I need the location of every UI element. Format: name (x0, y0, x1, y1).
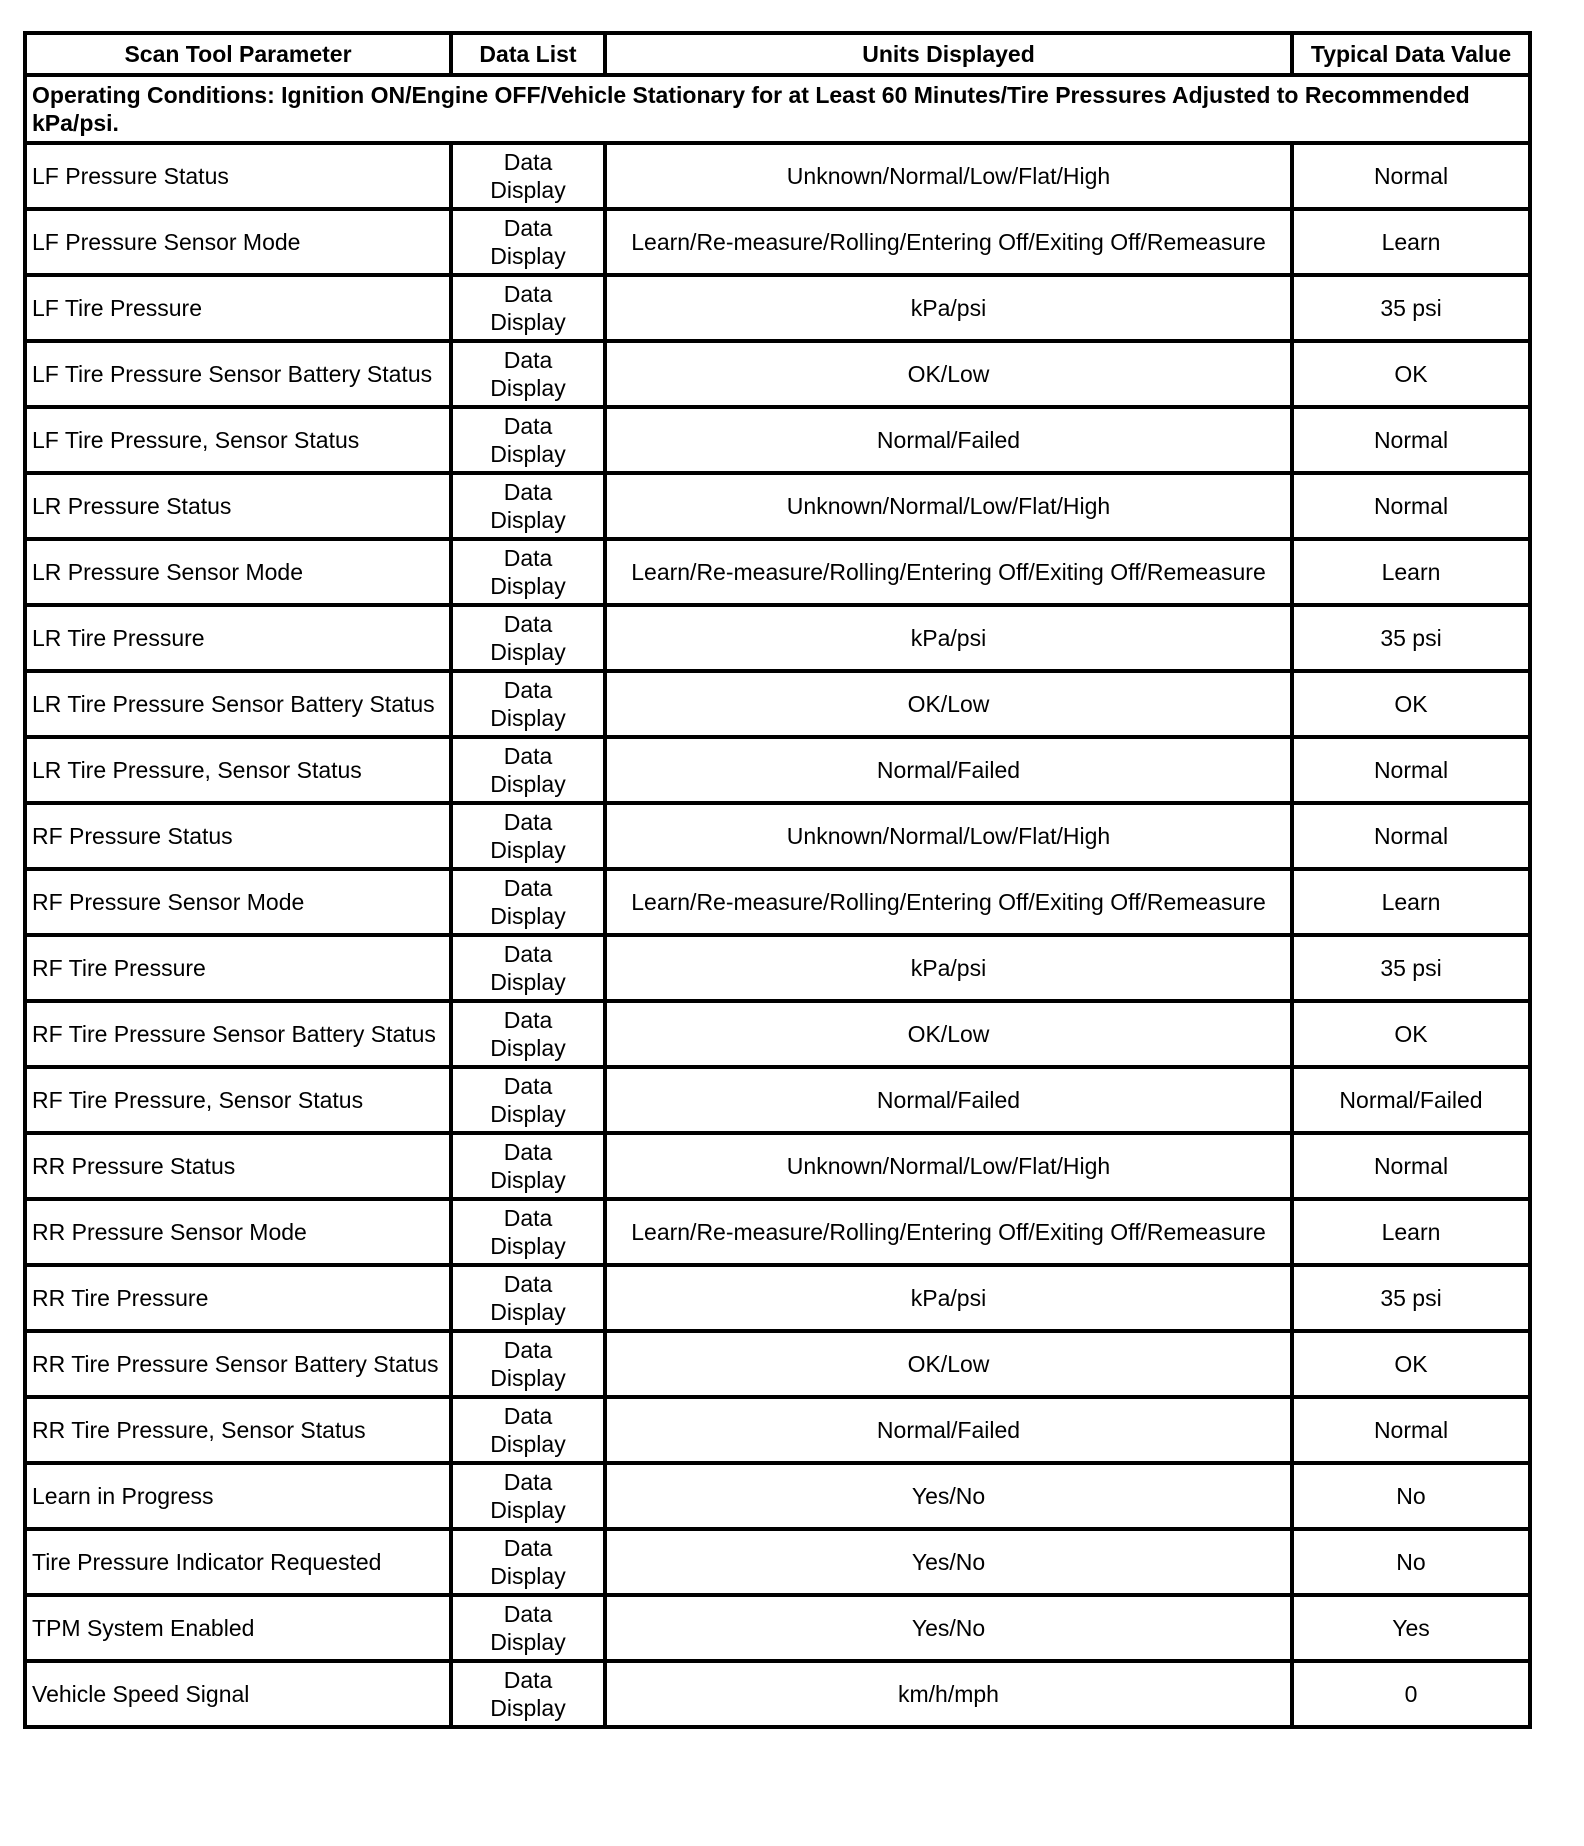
data-list-line1: Data (503, 479, 553, 505)
typical-data-value-cell: Normal (1292, 407, 1530, 473)
data-list-line2: Display (490, 1233, 566, 1259)
typical-data-value-cell: Normal (1292, 1397, 1530, 1463)
data-list-line1: Data (503, 1337, 553, 1363)
scan-tool-parameter-cell: RR Tire Pressure, Sensor Status (25, 1397, 451, 1463)
scan-tool-data-table (23, 31, 1532, 1729)
typical-data-value-cell: Normal (1292, 803, 1530, 869)
data-list-line2: Display (490, 573, 566, 599)
data-list-cell (451, 1661, 605, 1727)
header-row (25, 33, 1530, 75)
table-row (25, 671, 1530, 737)
scan-tool-parameter-cell: Tire Pressure Indicator Requested (25, 1529, 451, 1595)
data-list-line2: Display (490, 375, 566, 401)
header-data-list: Data List (451, 33, 605, 75)
typical-data-value-cell: Normal (1292, 143, 1530, 209)
scan-tool-parameter-cell: LR Tire Pressure, Sensor Status (25, 737, 451, 803)
data-list-line2: Display (490, 969, 566, 995)
data-list-cell (451, 869, 605, 935)
units-displayed-cell: OK/Low (605, 1001, 1292, 1067)
units-displayed-cell: Unknown/Normal/Low/Flat/High (605, 1133, 1292, 1199)
table-row (25, 275, 1530, 341)
data-list-cell (451, 1529, 605, 1595)
data-list-cell (451, 737, 605, 803)
scan-tool-parameter-cell: LF Pressure Status (25, 143, 451, 209)
typical-data-value-cell: No (1292, 1529, 1530, 1595)
units-displayed-cell: Normal/Failed (605, 737, 1292, 803)
units-displayed-cell: Yes/No (605, 1529, 1292, 1595)
units-displayed-cell: OK/Low (605, 1331, 1292, 1397)
typical-data-value-cell: 0 (1292, 1661, 1530, 1727)
data-list-line1: Data (503, 1601, 553, 1627)
data-list-line2: Display (490, 1365, 566, 1391)
data-list-cell (451, 1595, 605, 1661)
operating-conditions: Operating Conditions: Ignition ON/Engine OFF/Vehicle Stationary for at Least 60 Minutes/Tire Pressures Adjusted to Recommended kPa/psi. (25, 75, 1530, 143)
scan-tool-parameter-cell: RR Tire Pressure Sensor Battery Status (25, 1331, 451, 1397)
data-list-line1: Data (503, 215, 553, 241)
table-row (25, 1463, 1530, 1529)
typical-data-value-cell: No (1292, 1463, 1530, 1529)
table-row (25, 1265, 1530, 1331)
table-row (25, 605, 1530, 671)
data-list-line1: Data (503, 1271, 553, 1297)
typical-data-value-cell: 35 psi (1292, 1265, 1530, 1331)
data-list-line1: Data (503, 1535, 553, 1561)
data-list-line1: Data (503, 545, 553, 571)
operating-conditions-row (25, 75, 1530, 143)
table-row (25, 1067, 1530, 1133)
scan-tool-parameter-cell: LF Pressure Sensor Mode (25, 209, 451, 275)
data-list-line2: Display (490, 309, 566, 335)
data-list-line1: Data (503, 413, 553, 439)
data-list-line1: Data (503, 1667, 553, 1693)
data-list-cell (451, 1199, 605, 1265)
units-displayed-cell: Unknown/Normal/Low/Flat/High (605, 473, 1292, 539)
typical-data-value-cell: 35 psi (1292, 935, 1530, 1001)
units-displayed-cell: OK/Low (605, 671, 1292, 737)
data-list-line2: Display (490, 1695, 566, 1721)
typical-data-value-cell: OK (1292, 1001, 1530, 1067)
data-list-line2: Display (490, 771, 566, 797)
units-displayed-cell: Yes/No (605, 1595, 1292, 1661)
data-list-line1: Data (503, 941, 553, 967)
typical-data-value-cell: Normal (1292, 1133, 1530, 1199)
table-row (25, 473, 1530, 539)
data-list-line2: Display (490, 507, 566, 533)
data-list-cell (451, 671, 605, 737)
units-displayed-cell: Learn/Re-measure/Rolling/Entering Off/Exiting Off/Remeasure (605, 209, 1292, 275)
scan-tool-parameter-cell: LR Tire Pressure (25, 605, 451, 671)
table-row (25, 1133, 1530, 1199)
typical-data-value-cell: 35 psi (1292, 275, 1530, 341)
scan-tool-parameter-cell: LR Tire Pressure Sensor Battery Status (25, 671, 451, 737)
data-list-cell (451, 1001, 605, 1067)
units-displayed-cell: Unknown/Normal/Low/Flat/High (605, 143, 1292, 209)
typical-data-value-cell: Yes (1292, 1595, 1530, 1661)
data-list-line1: Data (503, 1139, 553, 1165)
header-scan-tool-parameter: Scan Tool Parameter (25, 33, 451, 75)
table-row (25, 1661, 1530, 1727)
scan-tool-parameter-cell: RF Tire Pressure, Sensor Status (25, 1067, 451, 1133)
data-list-cell (451, 539, 605, 605)
typical-data-value-cell: Normal (1292, 473, 1530, 539)
data-list-cell (451, 1463, 605, 1529)
data-list-line1: Data (503, 1403, 553, 1429)
data-list-line2: Display (490, 639, 566, 665)
data-list-line2: Display (490, 705, 566, 731)
scan-tool-parameter-cell: RF Tire Pressure (25, 935, 451, 1001)
data-list-cell (451, 1133, 605, 1199)
table-row (25, 737, 1530, 803)
units-displayed-cell: Unknown/Normal/Low/Flat/High (605, 803, 1292, 869)
data-list-line1: Data (503, 743, 553, 769)
typical-data-value-cell: Learn (1292, 209, 1530, 275)
table-row (25, 869, 1530, 935)
typical-data-value-cell: Learn (1292, 539, 1530, 605)
units-displayed-cell: Normal/Failed (605, 407, 1292, 473)
header-units-displayed: Units Displayed (605, 33, 1292, 75)
data-list-line1: Data (503, 1205, 553, 1231)
typical-data-value-cell: OK (1292, 671, 1530, 737)
units-displayed-cell: kPa/psi (605, 275, 1292, 341)
table-row (25, 1331, 1530, 1397)
data-list-line2: Display (490, 1563, 566, 1589)
units-displayed-cell: kPa/psi (605, 1265, 1292, 1331)
table-row (25, 341, 1530, 407)
data-list-cell (451, 473, 605, 539)
data-list-line2: Display (490, 1101, 566, 1127)
table-row (25, 143, 1530, 209)
data-list-line2: Display (490, 1431, 566, 1457)
data-list-cell (451, 143, 605, 209)
data-list-cell (451, 803, 605, 869)
scan-tool-parameter-cell: TPM System Enabled (25, 1595, 451, 1661)
data-list-line1: Data (503, 347, 553, 373)
data-list-line2: Display (490, 837, 566, 863)
scan-tool-parameter-cell: Learn in Progress (25, 1463, 451, 1529)
data-list-line1: Data (503, 1073, 553, 1099)
units-displayed-cell: Learn/Re-measure/Rolling/Entering Off/Exiting Off/Remeasure (605, 869, 1292, 935)
data-list-line2: Display (490, 1035, 566, 1061)
data-list-cell (451, 935, 605, 1001)
scan-tool-parameter-cell: RR Tire Pressure (25, 1265, 451, 1331)
data-list-line2: Display (490, 1167, 566, 1193)
data-list-line2: Display (490, 1497, 566, 1523)
units-displayed-cell: Learn/Re-measure/Rolling/Entering Off/Exiting Off/Remeasure (605, 1199, 1292, 1265)
typical-data-value-cell: OK (1292, 1331, 1530, 1397)
scan-tool-parameter-cell: RR Pressure Sensor Mode (25, 1199, 451, 1265)
units-displayed-cell: Normal/Failed (605, 1067, 1292, 1133)
scan-tool-parameter-cell: RF Tire Pressure Sensor Battery Status (25, 1001, 451, 1067)
data-list-line1: Data (503, 677, 553, 703)
units-displayed-cell: Learn/Re-measure/Rolling/Entering Off/Exiting Off/Remeasure (605, 539, 1292, 605)
table-row (25, 803, 1530, 869)
scan-tool-parameter-cell: LF Tire Pressure Sensor Battery Status (25, 341, 451, 407)
data-list-line2: Display (490, 1629, 566, 1655)
typical-data-value-cell: Normal (1292, 737, 1530, 803)
table-row (25, 539, 1530, 605)
data-list-line1: Data (503, 281, 553, 307)
data-list-cell (451, 275, 605, 341)
table-row (25, 1001, 1530, 1067)
scan-tool-parameter-cell: LR Pressure Sensor Mode (25, 539, 451, 605)
units-displayed-cell: OK/Low (605, 341, 1292, 407)
units-displayed-cell: km/h/mph (605, 1661, 1292, 1727)
data-list-cell (451, 1397, 605, 1463)
data-list-cell (451, 1331, 605, 1397)
scan-tool-parameter-cell: Vehicle Speed Signal (25, 1661, 451, 1727)
data-list-cell (451, 209, 605, 275)
table-row (25, 1595, 1530, 1661)
header-typical-data-value: Typical Data Value (1292, 33, 1530, 75)
data-list-line1: Data (503, 611, 553, 637)
typical-data-value-cell: Learn (1292, 869, 1530, 935)
table-row (25, 1199, 1530, 1265)
data-list-line1: Data (503, 809, 553, 835)
typical-data-value-cell: Learn (1292, 1199, 1530, 1265)
table-row (25, 209, 1530, 275)
units-displayed-cell: kPa/psi (605, 935, 1292, 1001)
data-list-line2: Display (490, 1299, 566, 1325)
units-displayed-cell: Yes/No (605, 1463, 1292, 1529)
data-list-cell (451, 341, 605, 407)
data-list-cell (451, 407, 605, 473)
typical-data-value-cell: Normal/Failed (1292, 1067, 1530, 1133)
data-list-cell (451, 1067, 605, 1133)
table-row (25, 935, 1530, 1001)
data-list-line2: Display (490, 243, 566, 269)
data-list-line1: Data (503, 149, 553, 175)
data-list-cell (451, 1265, 605, 1331)
scan-tool-parameter-cell: LF Tire Pressure (25, 275, 451, 341)
data-list-line1: Data (503, 1007, 553, 1033)
scan-tool-parameter-cell: RF Pressure Sensor Mode (25, 869, 451, 935)
table-row (25, 1529, 1530, 1595)
table-row (25, 1397, 1530, 1463)
data-list-line2: Display (490, 903, 566, 929)
data-list-line1: Data (503, 1469, 553, 1495)
data-list-cell (451, 605, 605, 671)
typical-data-value-cell: OK (1292, 341, 1530, 407)
scan-tool-parameter-cell: LF Tire Pressure, Sensor Status (25, 407, 451, 473)
table-row (25, 407, 1530, 473)
data-list-line2: Display (490, 441, 566, 467)
data-list-line1: Data (503, 875, 553, 901)
data-list-line2: Display (490, 177, 566, 203)
units-displayed-cell: kPa/psi (605, 605, 1292, 671)
scan-tool-parameter-cell: LR Pressure Status (25, 473, 451, 539)
scan-tool-parameter-cell: RR Pressure Status (25, 1133, 451, 1199)
units-displayed-cell: Normal/Failed (605, 1397, 1292, 1463)
scan-tool-parameter-cell: RF Pressure Status (25, 803, 451, 869)
typical-data-value-cell: 35 psi (1292, 605, 1530, 671)
